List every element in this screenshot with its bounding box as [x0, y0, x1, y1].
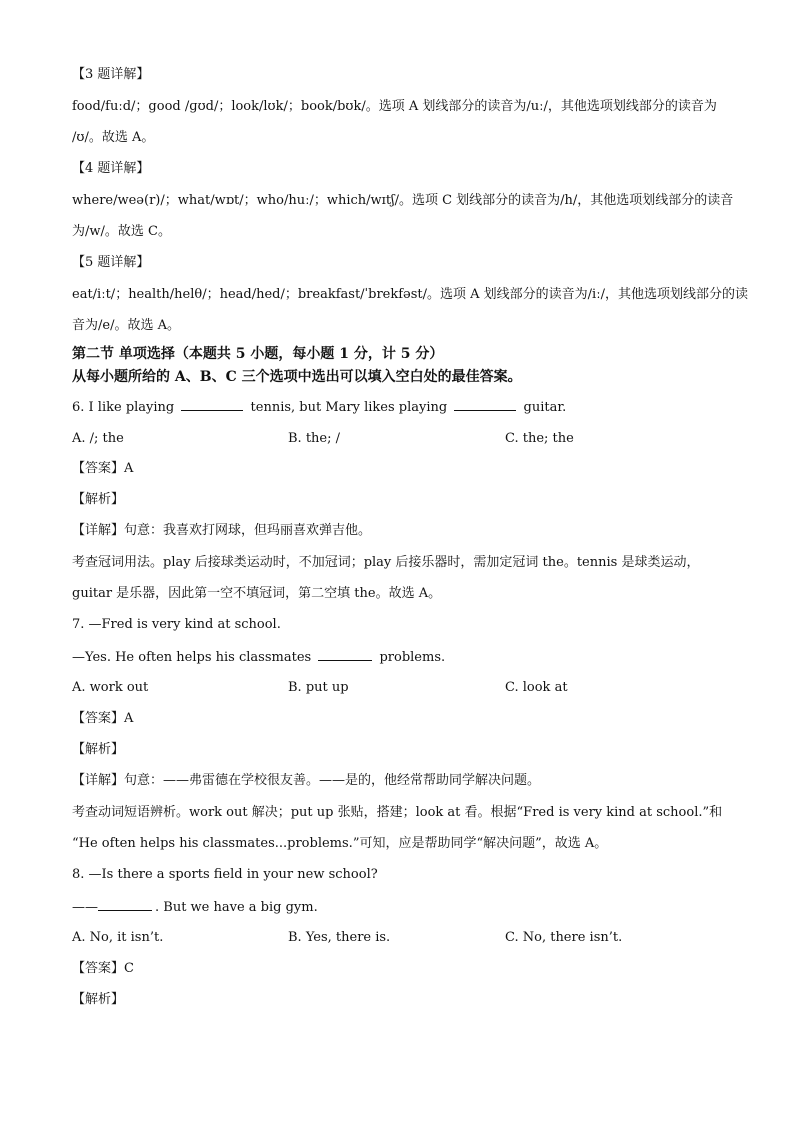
q6-explanation-line2: guitar 是乐器，因此第一空不填冠词，第二空填 the。故选 A。 [72, 586, 442, 601]
q8-analysis-heading: 【解析】 [72, 992, 125, 1007]
q6-answer: 【答案】A [72, 461, 134, 476]
q7-analysis-heading: 【解析】 [72, 742, 125, 757]
q7-answer: 【答案】A [72, 711, 134, 726]
section2-title: 第二节 单项选择（本题共 5 小题，每小题 1 分，计 5 分） [72, 346, 444, 362]
q6-explanation-line1: 考查冠词用法。play 后接球类运动时，不加冠词；play 后接乐器时，需加定冠词 the。tennis 是球类运动， [72, 555, 700, 570]
q8-blank [98, 898, 152, 911]
q7-explanation-line1: 考查动词短语辨析。work out 解决；put up 张贴，搭建；look at 看。根据“Fred is very kind at school.”和 [72, 805, 723, 820]
q8-answer: 【答案】C [72, 961, 134, 976]
q4-detail-heading: 【4 题详解】 [72, 161, 150, 176]
q4-explanation-line2: 为/w/。故选 C。 [72, 224, 171, 239]
q7-stem-part1: —Yes. He often helps his classmates [72, 650, 312, 665]
q3-detail-heading: 【3 题详解】 [72, 67, 150, 82]
q6-stem-part1: 6. I like playing [72, 400, 175, 415]
section2-instructions: 从每小题所给的 A、B、C 三个选项中选出可以填入空白处的最佳答案。 [72, 369, 522, 385]
q6-option-b: B. the; / [288, 431, 340, 446]
q6-analysis-heading: 【解析】 [72, 492, 125, 507]
q5-detail-heading: 【5 题详解】 [72, 255, 150, 270]
q7-option-a: A. work out [72, 680, 149, 695]
q6-stem-part2: tennis, but Mary likes playing [250, 400, 448, 415]
q7-detail: 【详解】句意：——弗雷德在学校很友善。——是的，他经常帮助同学解决问题。 [72, 773, 541, 788]
q8-stem-part2: . But we have a big gym. [155, 900, 318, 915]
q7-stem-part2: problems. [379, 650, 446, 665]
q6-detail: 【详解】句意：我喜欢打网球，但玛丽喜欢弹吉他。 [72, 523, 372, 538]
q6-option-c: C. the; the [505, 431, 574, 446]
q6-blank-1 [181, 398, 243, 411]
q8-stem-line1: 8. —Is there a sports field in your new school? [72, 867, 378, 882]
q8-option-b: B. Yes, there is. [288, 930, 391, 945]
q7-stem-line1: 7. —Fred is very kind at school. [72, 617, 281, 632]
q8-stem-line2 [72, 898, 318, 917]
q3-explanation-line2: /ʊ/。故选 A。 [72, 130, 155, 145]
q7-blank [318, 648, 372, 661]
q5-explanation-line1: eat/iːt/；health/helθ/；head/hed/；breakfast/ˈbrekfəst/。选项 A 划线部分的读音为/iː/，其他选项划线部分的读 [72, 287, 748, 302]
q7-explanation-line2: “He often helps his classmates...problems.”可知，应是帮助同学“解决问题”，故选 A。 [72, 836, 608, 851]
q6-stem [72, 398, 566, 417]
q5-explanation-line2: 音为/e/。故选 A。 [72, 318, 180, 333]
q8-stem-dash: —— [72, 900, 98, 915]
q8-option-c: C. No, there isn’t. [505, 930, 623, 945]
q7-option-c: C. look at [505, 680, 568, 695]
q7-stem-line2 [72, 648, 445, 667]
q3-explanation-line1: food/fuːd/；good /ɡʊd/；look/lʊk/；book/bʊk/。选项 A 划线部分的读音为/uː/，其他选项划线部分的读音为 [72, 99, 717, 114]
q6-blank-2 [454, 398, 516, 411]
q7-option-b: B. put up [288, 680, 349, 695]
q4-explanation-line1: where/weə(r)/；what/wɒt/；who/huː/；which/wɪtʃ/。选项 C 划线部分的读音为/h/，其他选项划线部分的读音 [72, 193, 734, 208]
q8-option-a: A. No, it isn’t. [72, 930, 164, 945]
q6-option-a: A. /; the [72, 431, 124, 446]
q6-stem-part3: guitar. [523, 400, 567, 415]
